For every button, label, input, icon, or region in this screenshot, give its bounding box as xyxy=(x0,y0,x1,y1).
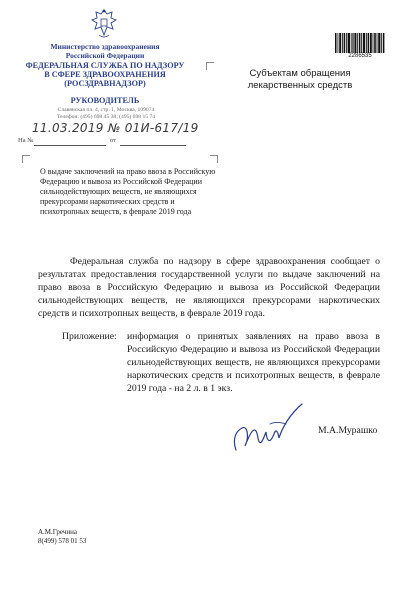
ministry-line-2: Российской Федерации xyxy=(65,50,145,60)
ministry-name xyxy=(25,43,185,60)
addressee-block xyxy=(230,68,370,92)
attachment-text: информация о принятых заявлениях на право ввоза в Российскую Федерацию и вывоза из Российской Федерации сильнодействующих веществ, не являющихся прекурсорами наркотических средств и психотропных веществ, в феврале 2019 года - на 2 л. в 1 экз. xyxy=(127,331,380,395)
barcode-number: 2286535 xyxy=(348,53,372,59)
executor-phone: 8(499) 578 01 53 xyxy=(38,537,87,545)
corner-mark xyxy=(22,155,30,163)
service-name xyxy=(22,61,188,89)
ref-date-underline xyxy=(120,145,186,146)
signature-image xyxy=(230,398,330,458)
addressee-line-1: Субъектам обращения xyxy=(249,68,351,79)
address-line-1: Славянская пл. 4, стр. 1, Москва, 109074 xyxy=(57,107,155,113)
letterhead-address xyxy=(28,107,184,121)
reference-line xyxy=(18,137,188,147)
executor-name: А.М.Гречина xyxy=(38,528,77,536)
letter-body: Федеральная служба по надзору в сфере здравоохранения сообщает о результатах предоставления государственной услуги по выдаче заключений на право ввоза в Российскую Федерацию и вывоза из Российской Федерации сильнодействующих веществ, не являющихся прекурсорами наркотических средств и психотропных веществ, в феврале 2019 года. xyxy=(38,256,380,320)
signer-name: М.А.Мурашко xyxy=(318,425,378,436)
corner-mark xyxy=(210,155,218,163)
barcode-icon xyxy=(335,33,385,53)
executor-info xyxy=(38,528,86,546)
ref-prefix: На № xyxy=(18,137,34,144)
subject-line: О выдаче заключений на право ввоза в Российскую Федерацию и вывоза из Российской Федерации сильнодействующих веществ, не являющихся прекурсорами наркотических средств и психотропных веществ, в феврале 2019 года xyxy=(40,167,216,216)
attachment-label: Приложение: xyxy=(62,331,117,342)
service-line-1: ФЕДЕРАЛЬНАЯ СЛУЖБА ПО НАДЗОРУ xyxy=(25,61,185,70)
coat-of-arms-icon xyxy=(90,8,118,40)
handwritten-date-number: 11.03.2019 № 01И-617/19 xyxy=(32,121,199,135)
ref-from: от xyxy=(110,137,117,144)
ref-number-underline xyxy=(34,145,106,146)
service-line-3: (РОСЗДРАВНАДЗОР) xyxy=(64,79,146,89)
ministry-line-1: Министерство здравоохранения xyxy=(50,42,160,51)
corner-mark xyxy=(206,62,214,70)
letterhead-heading: РУКОВОДИТЕЛЬ xyxy=(70,96,140,105)
service-line-2: В СФЕРЕ ЗДРАВООХРАНЕНИЯ xyxy=(44,70,166,80)
address-line-2: Телефон: (495) 698 45 38; (495) 698 15 74 xyxy=(56,114,156,120)
addressee-line-2: лекарственных средств xyxy=(247,80,353,91)
